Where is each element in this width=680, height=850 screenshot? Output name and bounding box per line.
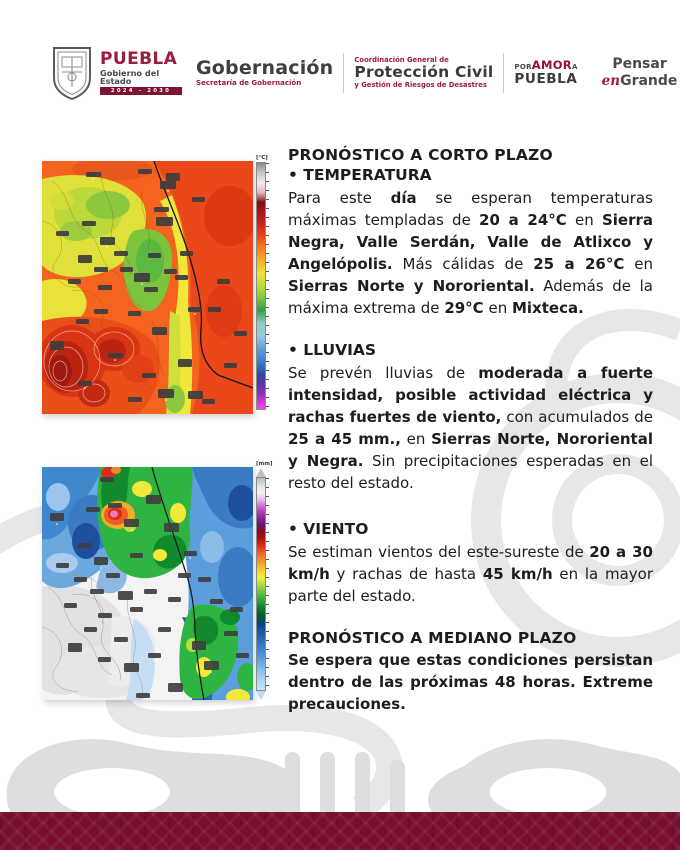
por-amor-main: AMOR xyxy=(531,58,572,72)
temperature-colorbar xyxy=(256,155,278,417)
rain-colorbar-unit: [mm] xyxy=(256,461,273,467)
gobernacion-subtitle: Secretaría de Gobernación xyxy=(196,78,302,87)
por-amor-a-puebla-logo xyxy=(514,60,577,86)
proteccion-civil-logo xyxy=(354,57,493,90)
por-amor-pre: POR xyxy=(514,63,532,71)
puebla-logo-name: PUEBLA xyxy=(100,48,178,69)
por-amor-line2: PUEBLA xyxy=(514,70,578,87)
short-term-title: PRONÓSTICO A CORTO PLAZO xyxy=(288,146,553,164)
temperature-paragraph: Para este día se esperan temperaturas máximas templadas de 20 a 24°C en Sierra Negra, Valle Serdán, Valle de Atlixco y Angelópolis. Más cálidas de 25 a 26°C en Sierras Norte y Nororiental. Además de la máxima extrema de 29°C en Mixteca. xyxy=(288,189,654,317)
temperature-heading: • TEMPERATURA xyxy=(288,166,432,184)
gobernacion-title: Gobernación xyxy=(196,56,334,79)
rain-colorbar xyxy=(256,461,278,705)
puebla-coat-of-arms-icon xyxy=(50,45,94,101)
pensar-line2 xyxy=(602,72,678,88)
forecast-text-column xyxy=(288,146,653,715)
por-amor-post: A xyxy=(571,63,578,71)
header xyxy=(50,42,678,104)
medium-term-paragraph: Se espera que estas condiciones persistan dentro de las próximas 48 horas. Extreme precauciones. xyxy=(288,651,653,713)
puebla-logo-years: 2024 - 2030 xyxy=(100,87,182,95)
rain-colorbar-arrow-up xyxy=(256,468,266,477)
rain-colorbar-gradient xyxy=(256,477,266,691)
pensar-word3: Grande xyxy=(620,72,678,89)
temperature-map xyxy=(42,161,253,414)
pensar-word2: en xyxy=(601,72,621,89)
proteccion-civil-line3: y Gestión de Riesgos de Desastres xyxy=(354,80,487,89)
rain-colorbar-ticks xyxy=(266,478,269,690)
header-divider xyxy=(343,53,344,93)
wind-heading: • VIENTO xyxy=(288,520,369,538)
footer-bar xyxy=(0,812,680,850)
pensar-word1: Pensar xyxy=(612,56,667,73)
puebla-logo-subtitle: Gobierno del Estado xyxy=(100,67,160,86)
rain-heading: • LLUVIAS xyxy=(288,341,377,359)
proteccion-civil-line2: Protección Civil xyxy=(354,63,494,82)
rain-map xyxy=(42,467,253,700)
wind-paragraph: Se estiman vientos del este-sureste de 20 a 30 km/h y rachas de hasta 45 km/h en la mayor parte del estado. xyxy=(288,543,653,605)
por-amor-line1 xyxy=(514,60,577,72)
proteccion-civil-line1: Coordinación General de xyxy=(354,55,449,64)
temperature-colorbar-unit: [°C] xyxy=(256,155,268,161)
rain-colorbar-arrow-down xyxy=(256,691,266,700)
medium-term-title: PRONÓSTICO A MEDIANO PLAZO xyxy=(288,629,577,647)
rain-paragraph: Se prevén lluvias de moderada a fuerte intensidad, posible actividad eléctrica y rachas fuertes de viento, con acumulados de 25 a 45 mm., en Sierras Norte, Nororiental y Negra. Sin precipitaciones esperadas en el resto del estado. xyxy=(288,364,653,492)
header-divider-2 xyxy=(503,53,504,93)
temperature-colorbar-ticks xyxy=(266,163,269,409)
temperature-colorbar-gradient xyxy=(256,162,266,410)
pensar-en-grande-logo xyxy=(602,58,678,88)
gobernacion-logo xyxy=(196,56,334,87)
puebla-logo xyxy=(100,48,182,96)
